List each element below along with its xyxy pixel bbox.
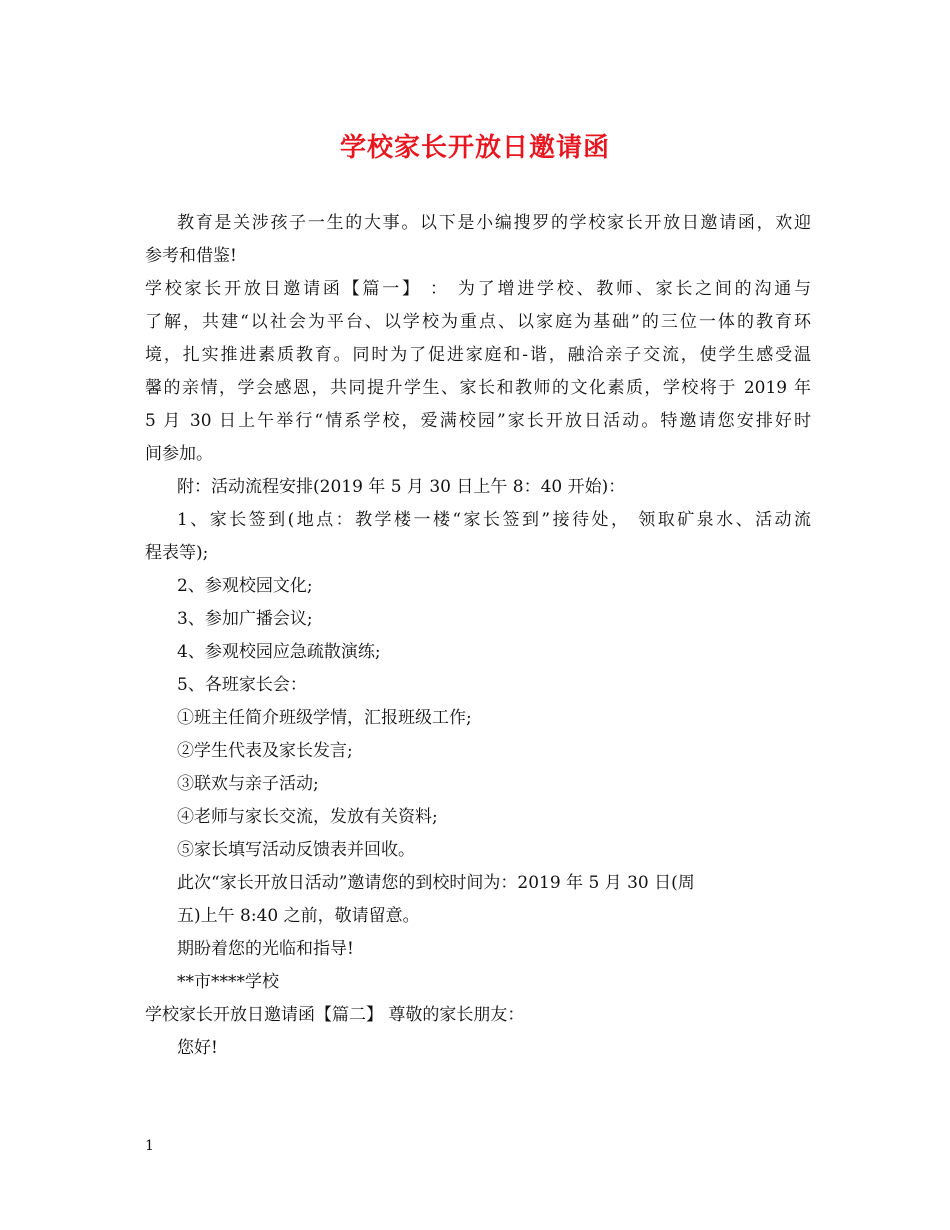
paragraph-line: 五)上午 8:40 之前，敬请留意。 [177,906,420,926]
sub-item: ③联欢与亲子活动; [177,774,319,794]
paragraph-line: 境，扎实推进素质教育。同时为了促进家庭和-谐，融洽亲子交流，使学生感受温 [145,345,811,365]
schedule-item: 2、参观校园文化; [177,576,313,596]
sub-item: ⑤家长填写活动反馈表并回收。 [177,840,415,860]
paragraph-line: 5 月 30 日上午举行“情系学校，爱满校园”家长开放日活动。特邀请您安排好时 [145,411,811,431]
schedule-item: 5、各班家长会： [177,675,307,695]
schedule-item: 4、参观校园应急疏散演练; [177,642,381,662]
schedule-item: 1、家长签到(地点：教学楼一楼“家长签到”接待处， 领取矿泉水、活动流 [177,510,811,530]
paragraph-line: 间参加。 [145,444,213,464]
document-title: 学校家长开放日邀请函 [339,133,610,163]
section-heading: 学校家长开放日邀请函【篇二】 尊敬的家长朋友： [145,1005,525,1025]
schedule-item: 程表等); [145,543,209,563]
paragraph-line: 馨的亲情，学会感恩，共同提升学生、家长和教师的文化素质，学校将于 2019 年 [145,378,811,398]
paragraph-line: 学校家长开放日邀请函【篇一】 ： 为了增进学校、教师、家长之间的沟通与 [145,279,811,299]
schedule-item: 3、参加广播会议; [177,609,313,629]
sub-item: ②学生代表及家长发言; [177,741,353,761]
paragraph-line: 期盼着您的光临和指导! [177,939,354,959]
paragraph-line: 教育是关涉孩子一生的大事。以下是小编搜罗的学校家长开放日邀请函，欢迎 [177,213,811,233]
sub-item: ①班主任简介班级学情，汇报班级工作; [177,708,472,728]
sub-item: ④老师与家长交流，发放有关资料; [177,807,438,827]
paragraph-line: 此次“家长开放日活动”邀请您的到校时间为：2019 年 5 月 30 日(周 [177,873,695,893]
paragraph-line: 参考和借鉴! [145,246,237,266]
paragraph-line: 您好! [177,1038,218,1058]
paragraph-line: 了解，共建“以社会为平台、以学校为重点、以家庭为基础”的三位一体的教育环 [145,312,811,332]
page-number: 1 [145,1138,154,1154]
signature-line: **市****学校 [177,972,279,992]
schedule-heading: 附：活动流程安排(2019 年 5 月 30 日上午 8：40 开始)： [177,477,626,497]
